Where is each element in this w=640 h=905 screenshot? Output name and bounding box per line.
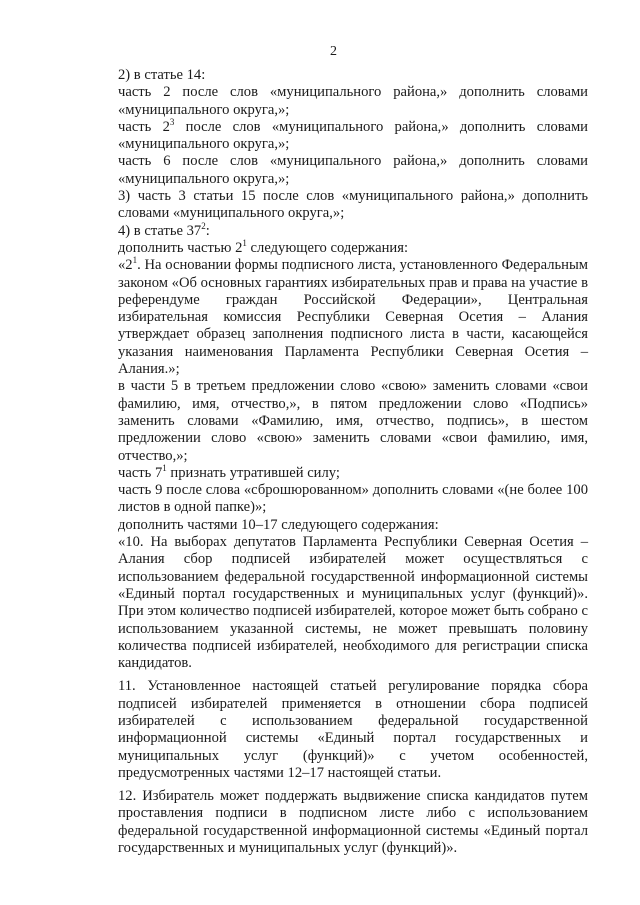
paragraph [118,116,588,154]
paragraph: часть 2 после слов «муниципального района,» дополнить словами «муниципального округа,»; [118,84,588,118]
superscript: 2 [201,220,206,231]
paragraph-text: дополнить частью 2 [118,239,243,256]
paragraph: «10. На выборах депутатов Парламента Республики Северная Осетия – Алания сбор подписей избирателей может осуществляться с использованием федеральной государственной информационной системы «Единый портал государственных и муниципальных услуг (функций)». При этом количество подписей избирателей, которое может быть собрано с использованием указанной системы, не может превышать половину количества подписей избирателей, необходимого для регистрации списка кандидатов. [118,534,588,672]
paragraph: 3) часть 3 статьи 15 после слов «муниципального района,» дополнить словами «муниципального округа,»; [118,188,588,222]
paragraph: 12. Избиратель может поддержать выдвижение списка кандидатов путем проставления подписи в подписном листе либо с использованием федеральной государственной информационной системы «Единый портал государственных и муниципальных услуг (функций)». [118,788,588,857]
paragraph: в части 5 в третьем предложении слово «свою» заменить словами «свои фамилию, имя, отчество,», в пятом предложении слово «Подпись» заменить словами «Фамилию, имя, отчество, подпись», в шестом предложении слово «свою» заменить словами «свои фамилию, имя, отчество,»; [118,378,588,464]
paragraph: дополнить частями 10–17 следующего содержания: [118,516,439,533]
superscript: 1 [242,237,247,248]
paragraph: 11. Установленное настоящей статьей регулирование порядка сбора подписей избирателей применяется в отношении сбора подписей избирателей с использованием федеральной государственной информационной системы «Единый портал государственных и муниципальных услуг (функций)» с учетом особенностей, предусмотренных частями 12–17 настоящей статьи. [118,678,588,781]
paragraph: часть 6 после слов «муниципального района,» дополнить словами «муниципального округа,»; [118,153,588,187]
page-number: 2 [330,44,337,59]
paragraph-text: следующего содержания: [246,239,409,256]
paragraph-text: 4) в статье 37 [118,222,202,239]
paragraph-text: : [205,222,210,239]
superscript: 1 [132,255,138,266]
paragraph-text: после слов «муниципального района,» дополнить словами «муниципального округа,»; [118,118,588,153]
paragraph-text: часть 7 [118,464,163,481]
paragraph-text: признать утратившей силу; [166,464,340,481]
paragraph-text: «2 [118,257,133,274]
paragraph [118,462,588,482]
paragraph-text: . На основании формы подписного листа, установленного Федеральным законом «Об основных гарантиях избирательных прав и права на участие в референдуме граждан Российской Федерации», Центральная избирательная комиссия Республики Северная Осетия – Алания утверждает образец заполнения подписного листа в части, касающейся указания наименования Парламента Республики Северная Осетия – Алания.»; [118,257,588,378]
paragraph: часть 9 после слова «сброшюрованном» дополнить словами «(не более 100 листов в одной папке)»; [118,482,588,516]
superscript: 3 [169,116,175,127]
paragraph [118,220,588,240]
paragraph: 2) в статье 14: [118,67,206,83]
paragraph-text: часть 2 [118,118,170,135]
superscript: 1 [162,462,167,473]
paragraph [118,257,588,378]
paragraph [118,237,588,257]
document-body [118,67,588,857]
